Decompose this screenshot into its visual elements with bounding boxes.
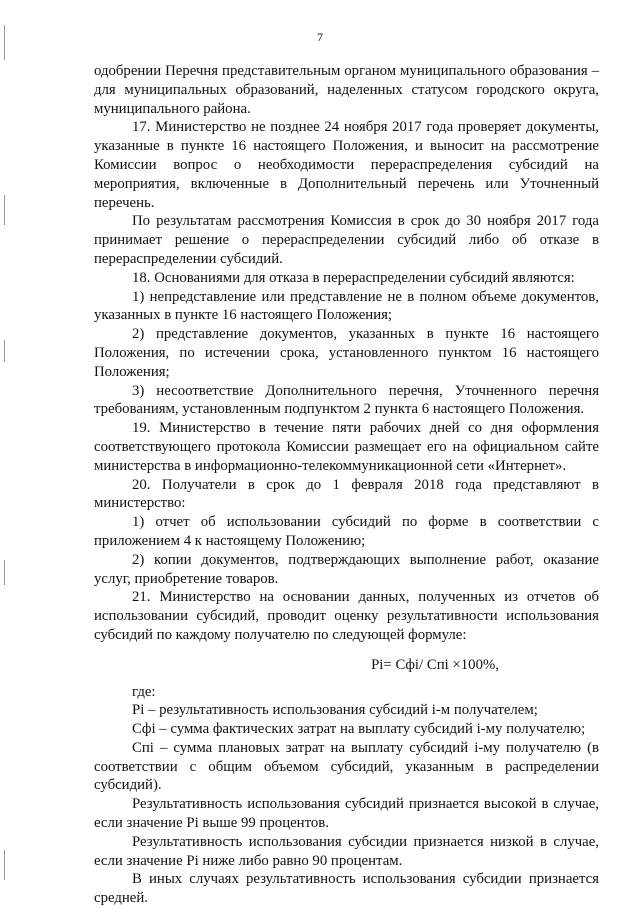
list-item: 1) непредставление или представление не в полном объеме документов, указанных в пункте 16 настоящего Положения; bbox=[94, 288, 599, 324]
paragraph: В иных случаях результативность использования субсидии признается средней. bbox=[94, 871, 599, 907]
list-item: 2) копии документов, подтверждающих выполнение работ, оказание услуг, приобретение товаров. bbox=[94, 551, 599, 587]
document-body bbox=[94, 62, 599, 908]
scan-edge-mark bbox=[4, 340, 5, 362]
paragraph: 21. Министерство на основании данных, полученных из отчетов об использовании субсидий, проводит оценку результативности использования субсидий по каждому получателю по следующей формуле: bbox=[94, 589, 599, 643]
paragraph: 17. Министерство не позднее 24 ноября 2017 года проверяет документы, указанные в пункте 16 настоящего Положения, и выносит на рассмотрение Комиссии вопрос о необходимости перераспределения субсидий на мероприятия, включенные в Дополнительный перечень или Уточненный перечень. bbox=[94, 119, 599, 211]
definition-item: Спi – сумма плановых затрат на выплату субсидий i-му получателю (в соответствии с общим объемом субсидий, указанным в распределении субсидий). bbox=[94, 739, 599, 794]
formula: Pi= Сфi/ Спi ×100%, bbox=[371, 656, 499, 673]
scan-edge-mark bbox=[4, 560, 5, 585]
definition-item: Сфi – сумма фактических затрат на выплату субсидий i-му получателю; bbox=[132, 721, 586, 738]
paragraph: Результативность использования субсидий признается высокой в случае, если значение Pi выше 99 процентов. bbox=[94, 796, 599, 832]
paragraph: 18. Основаниями для отказа в перераспределении субсидий являются: bbox=[132, 269, 575, 286]
paragraph: 19. Министерство в течение пяти рабочих дней со дня оформления соответствующего протокола Комиссии размещает его на официальном сайте министерства в информационно-телекоммуникационной сети «Интернет». bbox=[94, 420, 599, 474]
list-item: 3) несоответствие Дополнительного перечня, Уточненного перечня требованиям, установленным подпунктом 2 пункта 6 настоящего Положения. bbox=[94, 382, 599, 418]
definition-item: Pi – результативность использования субсидий i-м получателем; bbox=[132, 702, 538, 719]
paragraph: Результативность использования субсидии признается низкой в случае, если значение Pi ниже либо равно 90 процентам. bbox=[94, 833, 599, 869]
paragraph: 20. Получатели в срок до 1 февраля 2018 года представляют в министерство: bbox=[94, 476, 599, 512]
paragraph: По результатам рассмотрения Комиссия в срок до 30 ноября 2017 года принимает решение о перераспределении субсидий либо об отказе в перераспределении субсидий. bbox=[94, 213, 599, 267]
scan-edge-mark bbox=[4, 850, 5, 880]
scan-edge-mark bbox=[4, 195, 5, 225]
list-item: 2) представление документов, указанных в пункте 16 настоящего Положения, по истечении срока, установленного пунктом 16 настоящего Положения; bbox=[94, 326, 599, 380]
page-number: 7 bbox=[317, 30, 323, 44]
paragraph: одобрении Перечня представительным органом муниципального образования – для муниципальных образований, наделенных статусом городского округа, муниципального района. bbox=[94, 63, 599, 117]
list-item: 1) отчет об использовании субсидий по форме в соответствии с приложением 4 к настоящему Положению; bbox=[94, 514, 599, 549]
paragraph: где: bbox=[132, 683, 156, 700]
